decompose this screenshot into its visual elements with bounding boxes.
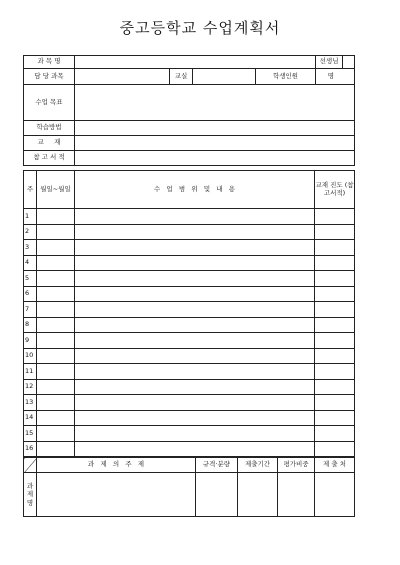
person-unit: 명	[316, 69, 355, 85]
progress-field[interactable]	[315, 379, 355, 395]
week-row	[24, 209, 355, 225]
content-field[interactable]	[75, 255, 315, 271]
progress-field[interactable]	[315, 209, 355, 225]
week-number: 12	[24, 379, 37, 395]
date-field[interactable]	[37, 224, 75, 240]
date-field[interactable]	[37, 379, 75, 395]
reference-field[interactable]	[75, 151, 355, 166]
week-row	[24, 441, 355, 457]
content-field[interactable]	[75, 395, 315, 411]
date-field[interactable]	[37, 317, 75, 333]
assignment-table	[23, 457, 355, 517]
date-header: 월일~월일	[37, 171, 75, 209]
deadline-field[interactable]	[238, 473, 278, 517]
week-row	[24, 333, 355, 349]
progress-field[interactable]	[315, 240, 355, 256]
week-row	[24, 364, 355, 380]
date-field[interactable]	[37, 271, 75, 287]
teacher-field[interactable]	[343, 56, 355, 69]
week-number: 11	[24, 364, 37, 380]
week-row	[24, 395, 355, 411]
date-field[interactable]	[37, 441, 75, 457]
schedule-body	[24, 209, 355, 457]
week-header: 주	[24, 171, 37, 209]
date-field[interactable]	[37, 410, 75, 426]
date-field[interactable]	[37, 333, 75, 349]
content-field[interactable]	[75, 240, 315, 256]
content-field[interactable]	[75, 379, 315, 395]
method-label: 학습방법	[24, 121, 75, 136]
goal-label: 수업 목표	[24, 85, 75, 121]
week-number: 3	[24, 240, 37, 256]
subject-field[interactable]	[75, 56, 316, 69]
content-field[interactable]	[75, 426, 315, 442]
week-number: 4	[24, 255, 37, 271]
content-field[interactable]	[75, 410, 315, 426]
submit-field[interactable]	[315, 473, 355, 517]
textbook-field[interactable]	[75, 136, 355, 151]
week-number: 16	[24, 441, 37, 457]
week-number: 2	[24, 224, 37, 240]
weight-header: 평가비중	[278, 458, 315, 473]
progress-field[interactable]	[315, 271, 355, 287]
week-row	[24, 255, 355, 271]
content-field[interactable]	[75, 317, 315, 333]
page-title: 중고등학교 수업계획서	[119, 19, 281, 37]
goal-field[interactable]	[75, 85, 355, 121]
progress-field[interactable]	[315, 348, 355, 364]
content-header: 수 업 범 위 및 내 용	[75, 171, 315, 209]
week-number: 10	[24, 348, 37, 364]
content-field[interactable]	[75, 286, 315, 302]
progress-field[interactable]	[315, 302, 355, 318]
diagonal-cell	[24, 458, 37, 473]
content-field[interactable]	[75, 302, 315, 318]
week-row	[24, 379, 355, 395]
content-field[interactable]	[75, 271, 315, 287]
week-row	[24, 302, 355, 318]
textbook-label: 교 재	[24, 136, 75, 151]
week-row	[24, 317, 355, 333]
charge-label: 담 당 과목	[24, 69, 75, 85]
progress-field[interactable]	[315, 426, 355, 442]
date-field[interactable]	[37, 395, 75, 411]
classroom-field[interactable]	[193, 69, 256, 85]
week-number: 1	[24, 209, 37, 225]
schedule-table	[23, 170, 355, 457]
teacher-label: 선생님	[316, 56, 343, 69]
date-field[interactable]	[37, 364, 75, 380]
progress-field[interactable]	[315, 364, 355, 380]
date-field[interactable]	[37, 426, 75, 442]
progress-header: 교재 진도 (참고서적)	[315, 171, 355, 209]
date-field[interactable]	[37, 209, 75, 225]
assignment-name-label: 과제명	[24, 473, 37, 517]
progress-field[interactable]	[315, 395, 355, 411]
header-table	[23, 55, 355, 166]
progress-field[interactable]	[315, 224, 355, 240]
week-row	[24, 426, 355, 442]
format-field[interactable]	[196, 473, 238, 517]
week-number: 8	[24, 317, 37, 333]
classroom-label: 교실	[170, 69, 193, 85]
week-row	[24, 348, 355, 364]
reference-label: 참 고 서 적	[24, 151, 75, 166]
subject-label: 과 목 명	[24, 56, 75, 69]
method-field[interactable]	[75, 121, 355, 136]
week-number: 7	[24, 302, 37, 318]
week-number: 5	[24, 271, 37, 287]
date-field[interactable]	[37, 240, 75, 256]
week-row	[24, 286, 355, 302]
progress-field[interactable]	[315, 317, 355, 333]
topic-header: 과 제 의 주 제	[37, 458, 196, 473]
submit-header: 제 출 처	[315, 458, 355, 473]
charge-field[interactable]	[75, 69, 170, 85]
progress-field[interactable]	[315, 410, 355, 426]
content-field[interactable]	[75, 441, 315, 457]
date-field[interactable]	[37, 255, 75, 271]
week-number: 14	[24, 410, 37, 426]
content-field[interactable]	[75, 333, 315, 349]
content-field[interactable]	[75, 364, 315, 380]
content-field[interactable]	[75, 209, 315, 225]
week-row	[24, 240, 355, 256]
week-number: 15	[24, 426, 37, 442]
week-number: 13	[24, 395, 37, 411]
students-label: 학생인원	[256, 69, 316, 85]
content-field[interactable]	[75, 224, 315, 240]
format-header: 규격·분량	[196, 458, 238, 473]
topic-field[interactable]	[37, 473, 196, 517]
week-number: 6	[24, 286, 37, 302]
weight-field[interactable]	[278, 473, 315, 517]
content-field[interactable]	[75, 348, 315, 364]
date-field[interactable]	[37, 286, 75, 302]
date-field[interactable]	[37, 348, 75, 364]
date-field[interactable]	[37, 302, 75, 318]
week-row	[24, 224, 355, 240]
progress-field[interactable]	[315, 255, 355, 271]
progress-field[interactable]	[315, 333, 355, 349]
progress-field[interactable]	[315, 441, 355, 457]
deadline-header: 제출기간	[238, 458, 278, 473]
week-row	[24, 410, 355, 426]
progress-field[interactable]	[315, 286, 355, 302]
week-row	[24, 271, 355, 287]
week-number: 9	[24, 333, 37, 349]
